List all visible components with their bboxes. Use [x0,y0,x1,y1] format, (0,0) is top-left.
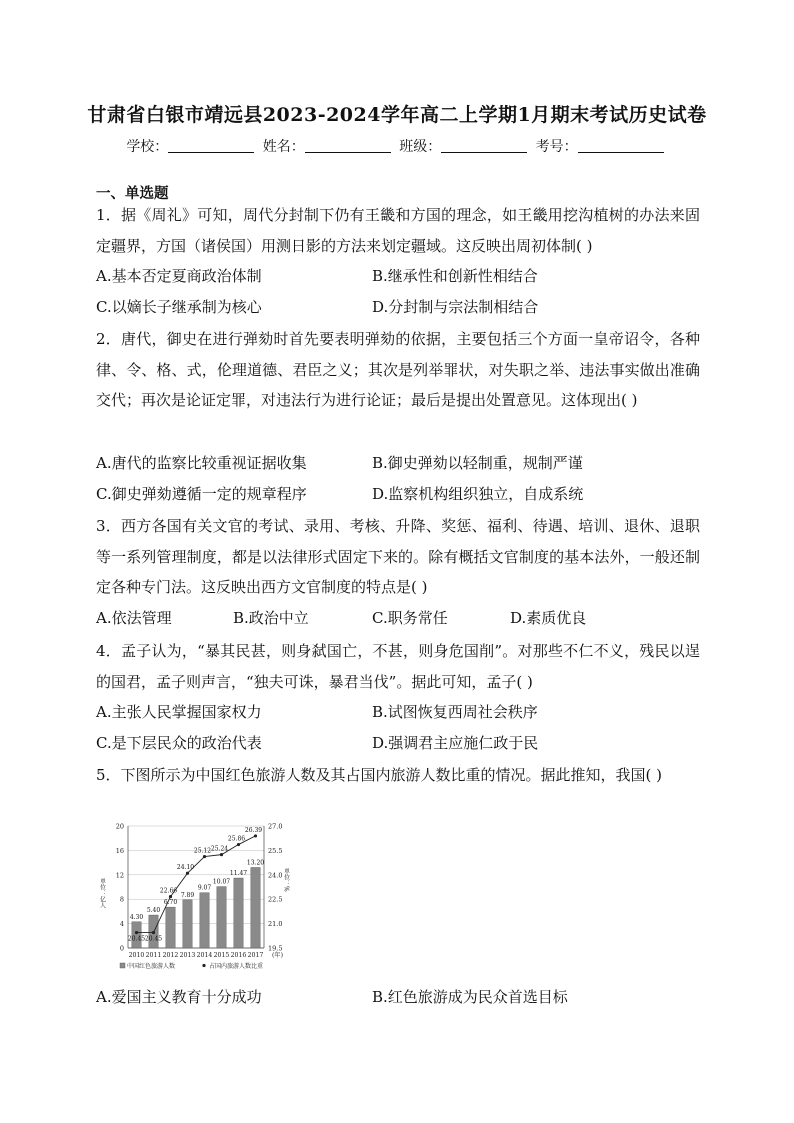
school-blank [168,138,254,153]
x-tick-label: 2017 [247,952,264,959]
y-left-tick-label: 8 [119,895,124,904]
x-tick-label: 2012 [162,952,179,959]
bar-value-label: 4.30 [129,913,144,921]
question-1-text: 1．据《周礼》可知，周代分封制下仍有王畿和方国的理念，如王畿用挖沟植树的办法来固定疆界，方国（诸侯国）用测日影的方法来划定疆域。这反映出周初体制( ) [96,206,700,255]
legend-bar-label: 中国红色旅游人数 [127,963,176,970]
bar-2015 [217,887,226,948]
x-tick-label: 2015 [213,952,230,959]
bar-value-label: 10.07 [212,878,231,886]
bar-value-label: 7.89 [180,891,195,899]
question-5-text: 5．下图所示为中国红色旅游人数及其占国内旅游人数比重的情况。据此推知，我国( ) [96,766,663,784]
x-tick-label: 2016 [230,952,247,959]
name-blank [305,138,391,153]
q2-option-d: D.监察机构组织独立，自成系统 [372,485,584,503]
red-tourism-chart [96,818,336,978]
q4-option-c: C.是下层民众的政治代表 [96,734,262,752]
q3-option-b: B.政治中立 [233,609,309,627]
q4-option-b: B.试图恢复西周社会秩序 [372,703,538,721]
legend-line-label: 占国内旅游人数比重 [209,963,264,970]
x-tick-label: 2011 [145,952,162,959]
student-info-row [0,136,794,156]
bar-value-label: 6.70 [163,899,178,907]
q3-option-c: C.职务常任 [372,609,448,627]
q2-option-a: A.唐代的监察比较重视证据收集 [96,454,307,472]
line-point-2010 [135,931,138,934]
x-tick-label: 2014 [196,952,213,959]
line-point-2013 [186,872,189,875]
line-value-label: 22.66 [159,887,178,895]
y-right-tick-label: 24.0 [268,871,283,880]
line-point-2016 [237,843,240,846]
number-blank [578,138,664,153]
q1-option-a: A.基本否定夏商政治体制 [96,267,262,285]
q3-option-d: D.素质优良 [510,609,587,627]
y-left-tick-label: 16 [115,846,124,855]
class-label: 班级： [399,139,442,155]
y-left-tick-label: 4 [119,920,124,929]
y-right-tick-label: 19.5 [268,944,283,953]
q1-option-b: B.继承性和创新性相结合 [372,267,538,285]
bar-2016 [234,878,243,948]
line-point-2017 [254,834,257,837]
y-right-tick-label: 27.0 [268,822,283,831]
x-unit-label: (年) [272,952,284,959]
line-point-2012 [169,895,172,898]
bar-2013 [183,900,192,948]
exam-title: 甘肃省白银市靖远县2023-2024学年高二上学期1月期末考试历史试卷 [87,104,707,126]
q4-option-d: D.强调君主应施仁政于民 [372,734,539,752]
legend-bar-swatch [120,963,125,968]
q1-option-c: C.以嫡长子继承制为核心 [96,298,262,316]
x-tick-label: 2013 [179,952,196,959]
line-value-label: 25.12 [193,847,212,855]
bar-value-label: 5.40 [146,907,161,915]
line-value-label: 25.86 [227,835,246,843]
line-value-label: 24.10 [176,864,195,872]
section-heading: 一、单选题 [96,185,169,202]
name-label: 姓名： [262,139,305,155]
y-left-axis-label: 单位：亿人 [98,878,106,908]
q2-option-b: B.御史弹劾以轻制重，规制严谨 [372,454,583,472]
y-left-tick-label: 0 [119,944,124,953]
line-value-label: 20.45 [144,935,163,943]
y-left-tick-label: 20 [115,822,124,831]
line-value-label: 20.45 [127,935,146,943]
question-3-text: 3．西方各国有关文官的考试、录用、考核、升降、奖惩、福利、待遇、培训、退休、退职等一系列管理制度，都是以法律形式固定下来的。除有概括文官制度的基本法外，一般还制定各种专门法。这反映出西方文官制度的特点是( ) [96,517,700,596]
line-point-2011 [152,931,155,934]
bar-2017 [251,867,260,948]
line-point-2014 [203,855,206,858]
y-left-tick-label: 12 [115,871,124,880]
class-blank [441,138,527,153]
line-point-2015 [220,853,223,856]
bar-2014 [200,893,209,948]
q2-option-c: C.御史弹劾遵循一定的规章程序 [96,485,307,503]
number-label: 考号： [535,139,578,155]
line-value-label: 25.24 [210,845,229,853]
q3-option-a: A.依法管理 [96,609,172,627]
line-value-label: 26.39 [244,826,263,834]
question-4-text: 4．孟子认为，“暴其民甚，则身弑国亡，不甚，则身危国削”。对那些不仁不义，残民以逞的国君，孟子则声言，“独夫可诛，暴君当伐”。据此可知，孟子( ) [96,642,700,691]
school-label: 学校： [126,139,169,155]
bar-value-label: 13.20 [246,859,265,867]
y-right-tick-label: 25.5 [268,846,283,855]
bar-2012 [166,907,175,948]
q5-option-b: B.红色旅游成为民众首选目标 [372,988,568,1006]
bar-value-label: 11.47 [229,870,248,878]
legend-line-swatch [202,964,205,967]
y-right-axis-label: 单位：% [282,868,290,892]
y-right-tick-label: 21.0 [268,920,283,929]
y-right-tick-label: 22.5 [268,895,283,904]
q5-option-a: A.爱国主义教育十分成功 [96,988,262,1006]
q4-option-a: A.主张人民掌握国家权力 [96,703,262,721]
q1-option-d: D.分封制与宗法制相结合 [372,298,539,316]
bar-value-label: 9.07 [197,884,212,892]
question-2-text: 2．唐代，御史在进行弹劾时首先要表明弹劾的依据，主要包括三个方面一皇帝诏令，各种律、令、格、式，伦理道德、君臣之义；其次是列举罪状，对失职之举、违法事实做出准确交代；再次是论证定罪，对违法行为进行论证；最后是提出处置意见。这体现出( ) [96,330,700,409]
x-tick-label: 2010 [128,952,145,959]
